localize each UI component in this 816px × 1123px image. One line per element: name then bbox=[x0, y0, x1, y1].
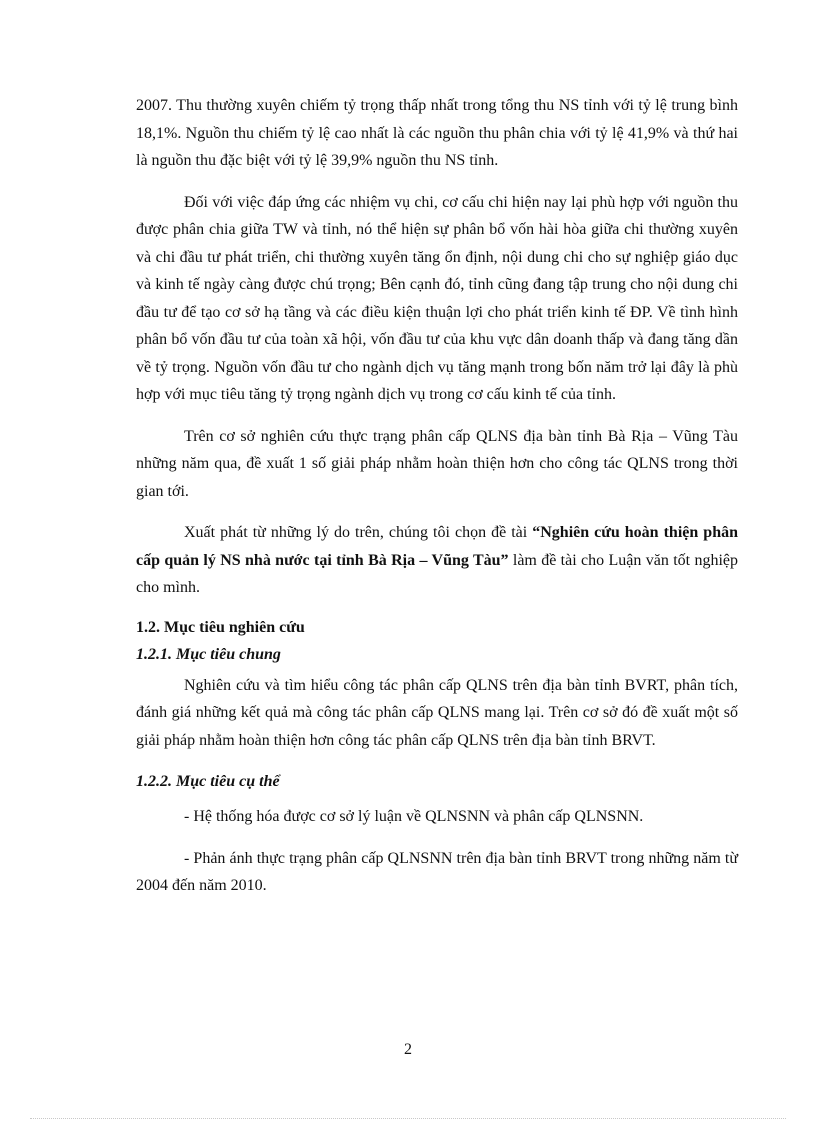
topic-title: “Nghiên cứu hoàn thiện phân cấp quản lý NS nhà nước tại tỉnh Bà Rịa – Vũng Tàu” bbox=[136, 524, 738, 569]
page-number: 2 bbox=[404, 1041, 412, 1058]
paragraph-topic-choice bbox=[136, 519, 738, 602]
heading-general-objective: 1.2.1. Mục tiêu chung bbox=[136, 645, 281, 663]
topic-outro-text: làm đề tài cho Luận văn tốt nghiệp cho mình. bbox=[136, 551, 738, 596]
document-page bbox=[136, 92, 738, 900]
list-item-current-state: - Phản ánh thực trạng phân cấp QLNSNN trên địa bàn tỉnh BRVT trong những năm từ 2004 đến năm 2010. bbox=[136, 849, 738, 894]
heading-research-objectives: 1.2. Mục tiêu nghiên cứu bbox=[136, 618, 305, 636]
paragraph-revenue-summary: 2007. Thu thường xuyên chiếm tỷ trọng thấp nhất trong tổng thu NS tỉnh với tỷ lệ trung bình 18,1%. Nguồn thu chiếm tỷ lệ cao nhất là các nguồn thu phân chia với tỷ lệ 41,9% và thứ hai là nguồn thu đặc biệt với tỷ lệ 39,9% nguồn thu NS tỉnh. bbox=[136, 97, 738, 169]
list-item-theory: - Hệ thống hóa được cơ sở lý luận về QLNSNN và phân cấp QLNSNN. bbox=[184, 808, 644, 825]
topic-intro-text: Xuất phát từ những lý do trên, chúng tôi chọn đề tài bbox=[184, 524, 533, 541]
paragraph-expenditure-structure: Đối với việc đáp ứng các nhiệm vụ chi, cơ cấu chi hiện nay lại phù hợp với nguồn thu được phân chia giữa TW và tỉnh, nó thể hiện sự phân bổ vốn hài hòa giữa chi thường xuyên và chi đầu tư phát triển, chi thường xuyên tăng ổn định, nội dung chi cho sự nghiệp giáo dục và kinh tế ngày càng được chú trọng; Bên cạnh đó, tỉnh cũng đang tập trung cho nội dung chi đầu tư để tạo cơ sở hạ tầng và các điều kiện thuận lợi cho phát triển kinh tế ĐP. Về tình hình phân bổ vốn đầu tư của toàn xã hội, vốn đầu tư của khu vực dân doanh thấp và đang tăng dần về tỷ trọng. Nguồn vốn đầu tư cho ngành dịch vụ tăng mạnh trong bốn năm trở lại đây là phù hợp với mục tiêu tăng tỷ trọng ngành dịch vụ trong cơ cấu kinh tế của tỉnh. bbox=[136, 193, 738, 403]
page-bottom-divider bbox=[30, 1118, 786, 1119]
paragraph-proposal: Trên cơ sở nghiên cứu thực trạng phân cấp QLNS địa bàn tỉnh Bà Rịa – Vũng Tàu những năm qua, đề xuất 1 số giải pháp nhằm hoàn thiện hơn cho công tác QLNS trong thời gian tới. bbox=[136, 427, 738, 500]
paragraph-general-objective: Nghiên cứu và tìm hiểu công tác phân cấp QLNS trên địa bàn tỉnh BVRT, phân tích, đánh giá những kết quả mà công tác phân cấp QLNS mang lại. Trên cơ sở đó đề xuất một số giải pháp nhằm hoàn thiện hơn công tác phân cấp QLNS trên địa bàn tỉnh BRVT. bbox=[136, 676, 738, 749]
heading-specific-objectives: 1.2.2. Mục tiêu cụ thể bbox=[136, 773, 280, 790]
